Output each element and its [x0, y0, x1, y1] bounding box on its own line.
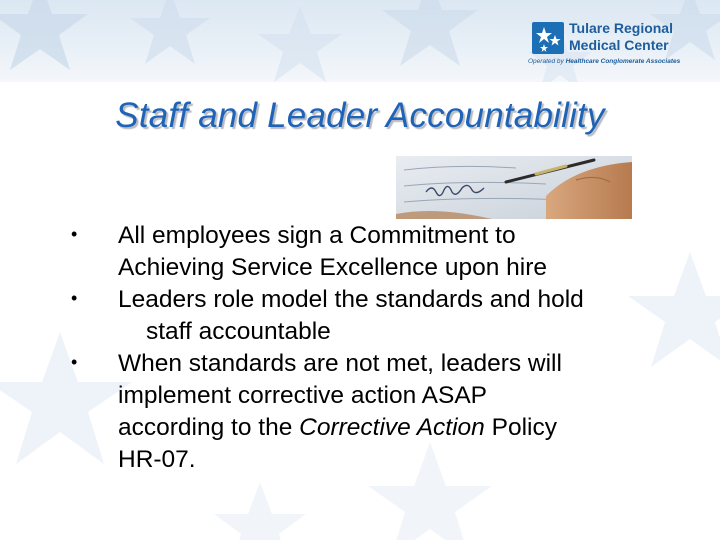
hospital-tagline	[528, 58, 716, 65]
bullet-1-line-2: Achieving Service Excellence upon hire	[118, 254, 547, 281]
bullet-3-line-2: implement corrective action ASAP	[118, 382, 488, 409]
bullet-2-line-1: Leaders role model the standards and hold	[118, 286, 584, 313]
tagline-prefix: Operated by	[528, 58, 566, 65]
bullet-list	[0, 218, 720, 518]
bullet-3-line-3	[118, 412, 678, 444]
hospital-name-line2: Medical Center	[569, 37, 669, 53]
bullet-1-marker: •	[71, 224, 78, 244]
hospital-name	[569, 20, 715, 54]
slide-title: Staff and Leader Accountability	[115, 96, 605, 135]
hospital-logo	[528, 20, 716, 72]
bullet-1-line-1: All employees sign a Commitment to	[118, 222, 516, 249]
bullet-1	[118, 220, 678, 284]
signing-document-photo	[396, 156, 632, 219]
tagline-org: Healthcare Conglomerate Associates	[565, 58, 681, 65]
bullet-3-line-3-suffix: Policy	[484, 414, 557, 441]
bullet-3-marker: •	[71, 352, 78, 372]
bullet-2-marker: •	[71, 288, 78, 308]
bullet-3	[118, 348, 678, 476]
star-cross-logo-icon	[532, 22, 564, 54]
bullet-2-line-2: staff accountable	[146, 318, 331, 345]
hospital-name-line1: Tulare Regional	[569, 20, 673, 36]
corrective-action-policy-name: Corrective Action	[299, 414, 485, 441]
bullet-3-line-3-prefix: according to the	[118, 414, 300, 441]
header-banner	[0, 0, 720, 82]
bullet-3-line-1: When standards are not met, leaders will	[118, 350, 562, 377]
bullet-2	[118, 284, 678, 348]
bullet-3-line-4: HR-07.	[118, 446, 196, 473]
